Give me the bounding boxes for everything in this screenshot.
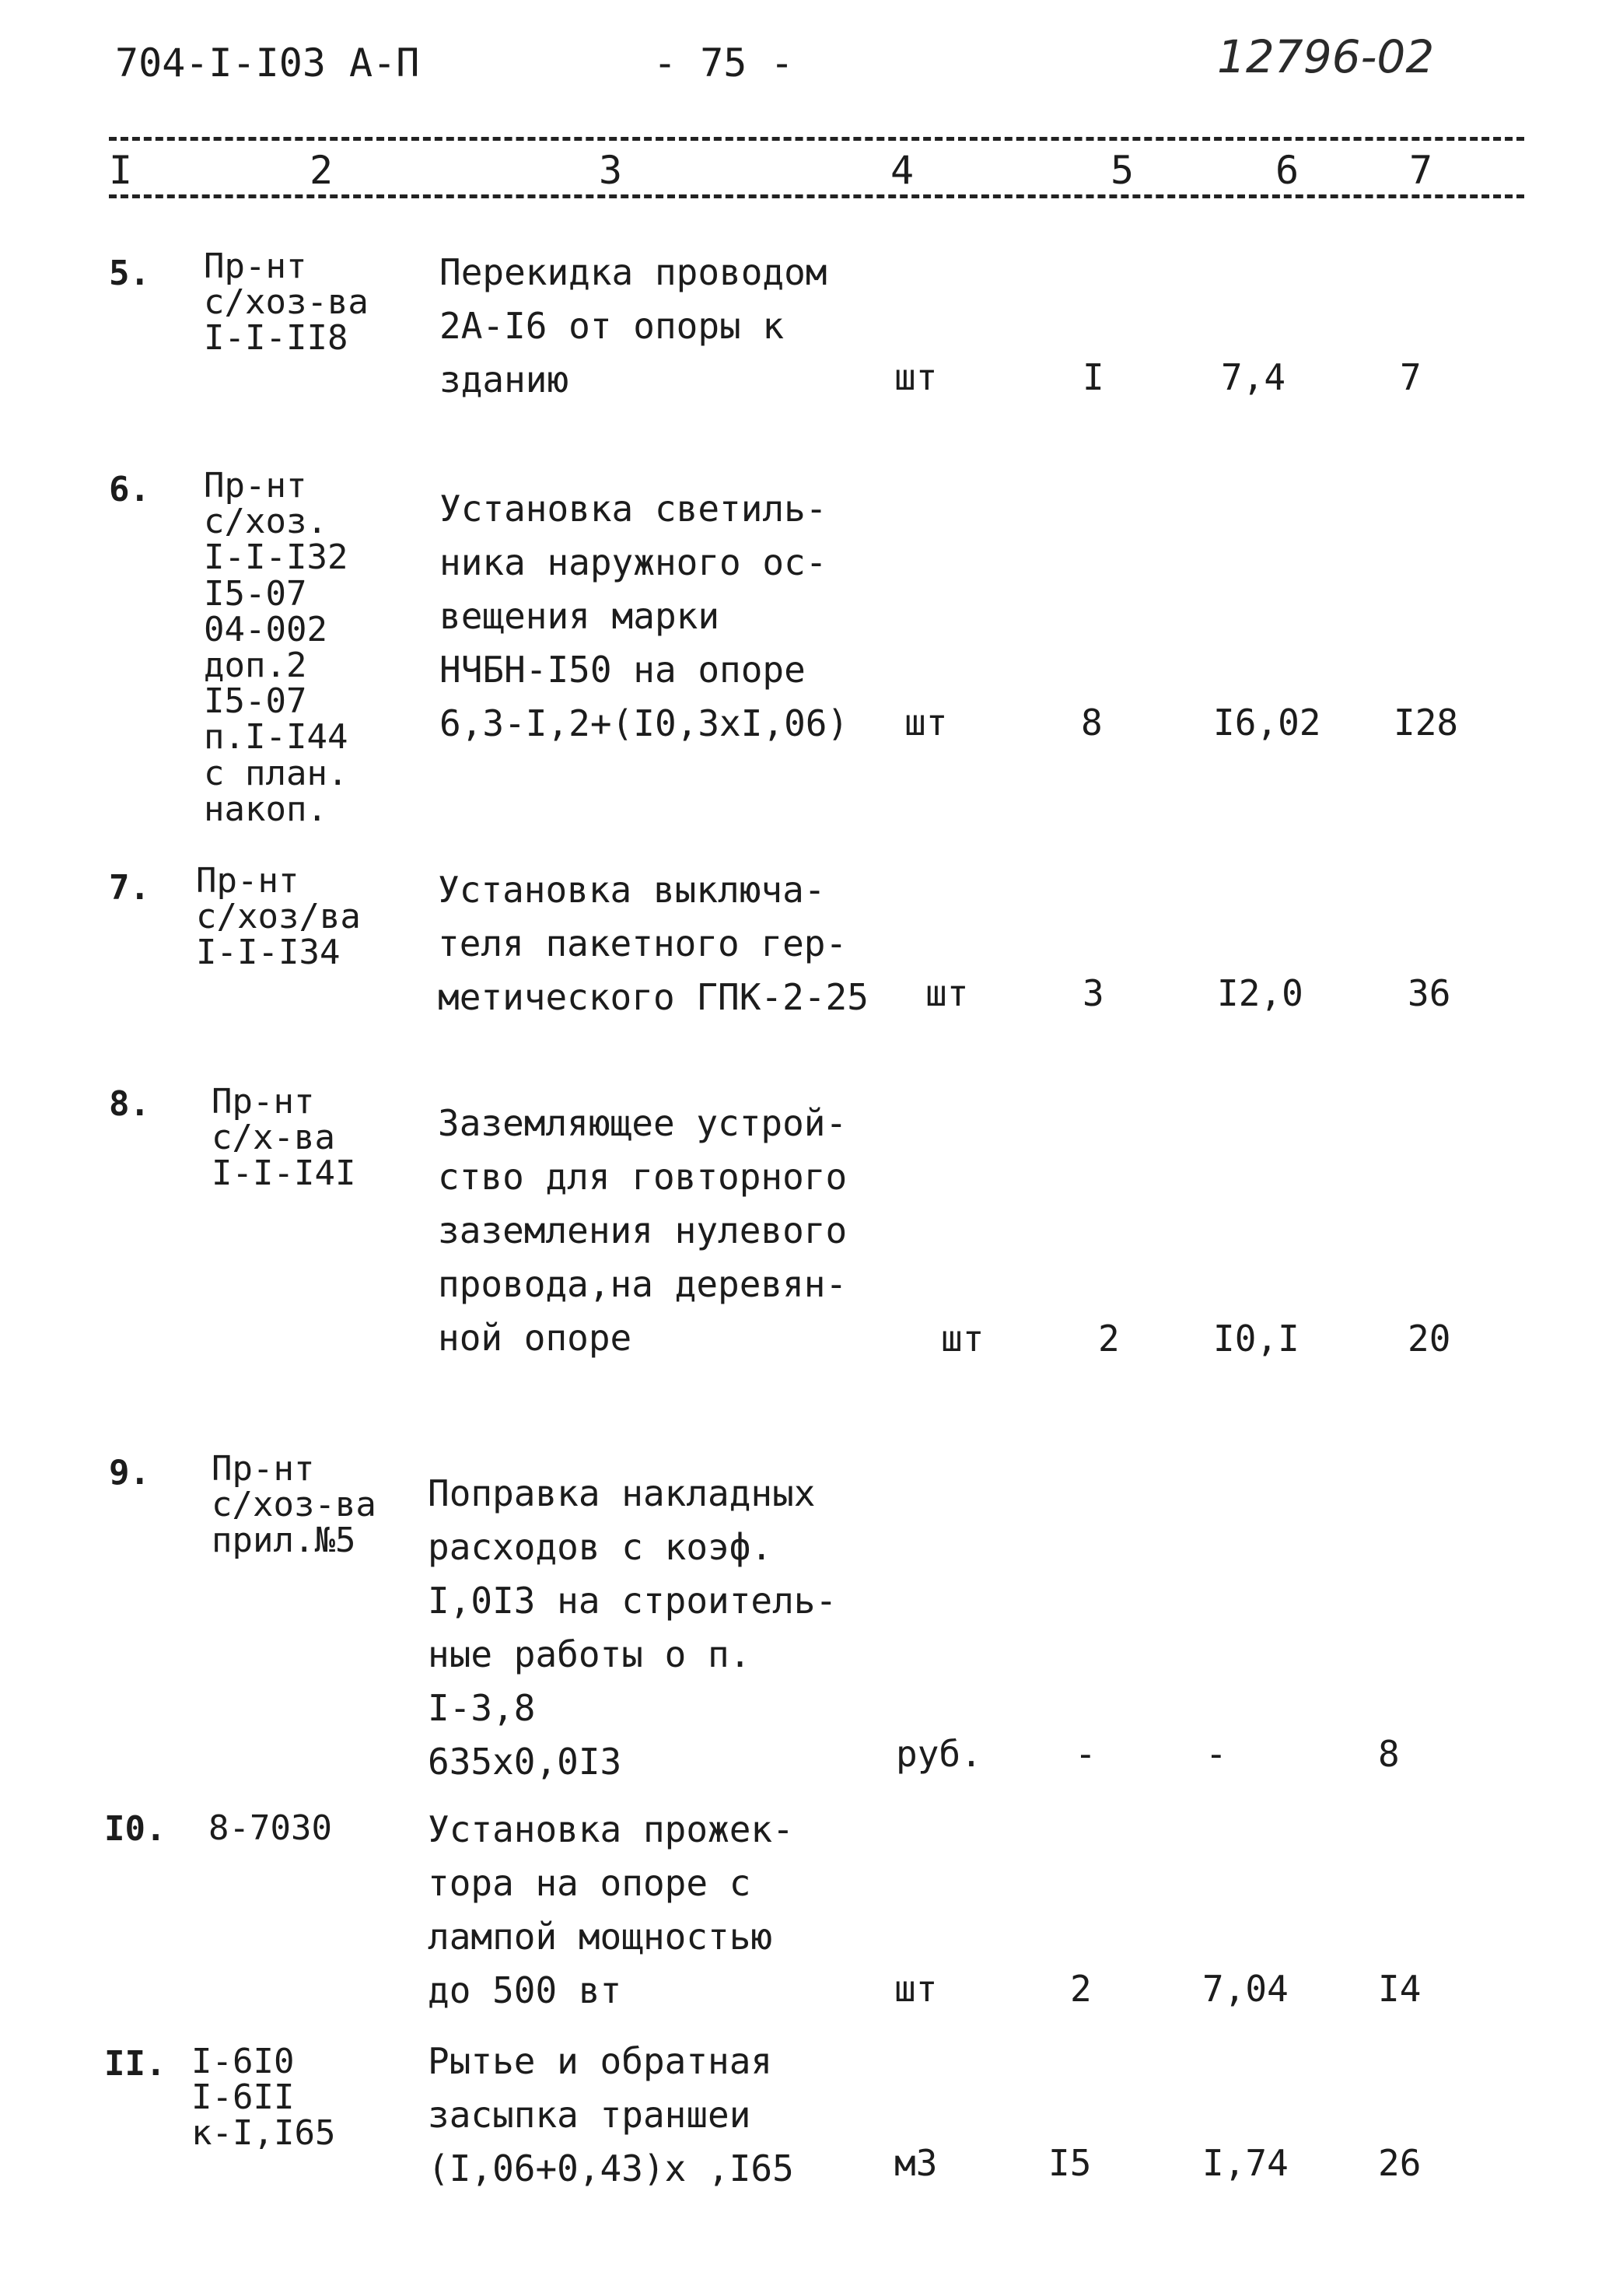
row-quantity: 3	[1083, 972, 1104, 1014]
row-unit: шт	[894, 1968, 938, 2010]
row-total: 7	[1400, 356, 1422, 398]
row-number: I0.	[104, 1809, 166, 1849]
sheet-number: 12796-02	[1217, 30, 1435, 83]
row-unit-price: -	[1205, 1733, 1227, 1775]
row-description: Заземляющее устрой- ство для говторного заземления нулевого провода,на деревян- ной опоре	[438, 1102, 848, 1359]
row-quantity: 2	[1098, 1318, 1120, 1360]
row-unit-price: 7,04	[1202, 1968, 1289, 2010]
row-total: 26	[1378, 2142, 1422, 2184]
column-number-7: 7	[1409, 148, 1433, 193]
row-unit-price: I2,0	[1217, 972, 1303, 1014]
row-unit-price: I,74	[1202, 2142, 1289, 2184]
column-number-1: I	[109, 148, 133, 193]
row-number: II.	[104, 2044, 166, 2084]
row-total: I28	[1394, 702, 1459, 744]
row-reference: Пр-нт с/хоз-ва I-I-II8	[204, 247, 369, 359]
row-quantity: 8	[1081, 702, 1103, 744]
header-divider-top	[109, 137, 1524, 141]
row-number: 6.	[109, 470, 150, 509]
row-description: Поправка накладных расходов с коэф. I,0I3 на строитель- ные работы о п. I-3,8 635x0,0I3	[428, 1472, 838, 1783]
row-quantity: 2	[1070, 1968, 1092, 2010]
column-number-5: 5	[1111, 148, 1135, 193]
row-description: Установка выключа- теля пакетного гер- метического ГПК-2-25	[438, 869, 869, 1018]
row-total: 20	[1408, 1318, 1451, 1360]
row-description: Рытье и обратная засыпка траншеи (I,06+0,43)х ,I65	[428, 2040, 794, 2189]
row-number: 8.	[109, 1084, 150, 1124]
column-number-4: 4	[890, 148, 915, 193]
column-number-2: 2	[310, 148, 334, 193]
row-number: 9.	[109, 1453, 150, 1493]
row-unit: шт	[925, 972, 969, 1014]
row-reference: Пр-нт с/хоз. I-I-I32 I5-07 04-002 доп.2 I5-07 п.I-I44 с план. накоп.	[204, 466, 348, 829]
row-reference: I-6I0 I-6II к-I,I65	[191, 2042, 336, 2154]
row-description: Установка прожек- тора на опоре с лампой мощностью до 500 вт	[428, 1808, 794, 2011]
row-reference: Пр-нт с/хоз-ва прил.№5	[212, 1449, 376, 1561]
row-quantity: -	[1075, 1733, 1097, 1775]
row-reference: Пр-нт с/х-ва I-I-I4I	[212, 1082, 356, 1194]
page-number: - 75 -	[653, 40, 794, 86]
row-unit: шт	[941, 1318, 985, 1360]
row-reference: Пр-нт с/хоз/ва I-I-I34	[196, 861, 361, 973]
row-description: Перекидка проводом 2А-I6 от опоры к зданию	[439, 251, 827, 401]
row-quantity: I5	[1048, 2142, 1092, 2184]
row-unit-price: I6,02	[1213, 702, 1321, 744]
row-unit: шт	[904, 702, 948, 744]
row-quantity: I	[1083, 356, 1104, 398]
row-number: 7.	[109, 868, 150, 908]
row-unit-price: 7,4	[1221, 356, 1286, 398]
column-number-3: 3	[599, 148, 623, 193]
header-divider-bottom	[109, 194, 1524, 198]
row-unit-price: I0,I	[1213, 1318, 1299, 1360]
row-unit: шт	[894, 356, 938, 398]
row-number: 5.	[109, 254, 150, 293]
row-reference: 8-7030	[208, 1808, 332, 1848]
row-total: 36	[1408, 972, 1451, 1014]
row-description: Установка светиль- ника наружного ос- вещения марки НЧБН-I50 на опоре 6,3-I,2+(I0,3xI,06)	[439, 488, 849, 744]
row-unit: м3	[894, 2142, 938, 2184]
column-number-6: 6	[1275, 148, 1299, 193]
row-unit: руб.	[896, 1733, 982, 1775]
document-code: 704-I-I03 А-П	[115, 40, 420, 86]
row-total: 8	[1378, 1733, 1400, 1775]
row-total: I4	[1378, 1968, 1422, 2010]
